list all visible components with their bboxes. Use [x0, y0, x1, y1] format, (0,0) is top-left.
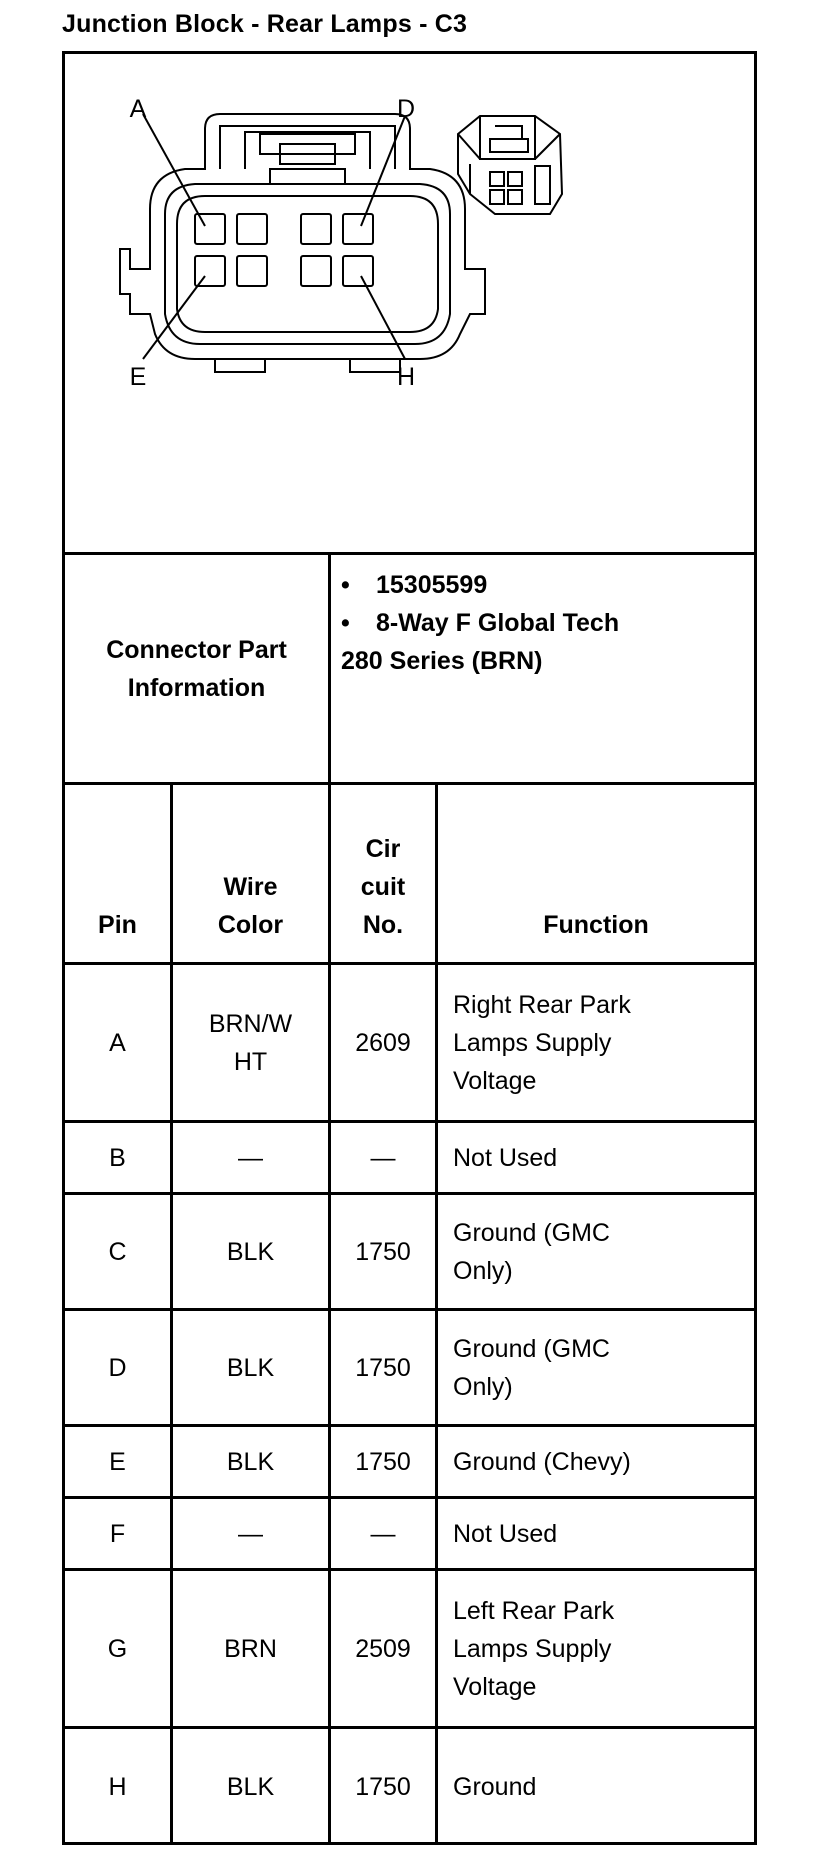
cell-circuit: 1750 [355, 1773, 411, 1801]
header-wire-color [173, 785, 328, 962]
connector-description-cont: 280 Series (BRN) [341, 647, 543, 675]
header-function-label: Function [543, 911, 649, 939]
cell-circuit: 1750 [355, 1353, 411, 1382]
connector-description: 8-Way F Global Tech [376, 609, 620, 637]
cell-pin: D [108, 1353, 127, 1382]
cell-function-line1: Right Rear Park [453, 990, 631, 1019]
pin-label-a: A [129, 95, 147, 123]
cell-function [453, 1571, 753, 1726]
cell-function: Not Used [453, 1519, 558, 1548]
header-circuit-line2: cuit [360, 873, 406, 901]
cell-function-line1: Ground (GMC [453, 1218, 610, 1247]
cell-function-line1: Left Rear Park [453, 1596, 615, 1625]
cell-function-line2: Only) [453, 1372, 513, 1401]
connector-table [62, 51, 757, 1845]
cell-wire-color: BLK [226, 1447, 275, 1476]
cell-function-line3: Voltage [453, 1672, 537, 1701]
header-circuit [331, 785, 435, 962]
cell-wire-color: — [238, 1143, 263, 1172]
cell-pin: A [109, 1028, 126, 1057]
cell-pin: E [109, 1447, 126, 1476]
header-wire-line1: Wire [223, 873, 278, 901]
cell-circuit: — [370, 1143, 396, 1172]
bullet-icon: • [341, 609, 350, 637]
bullet-icon: • [341, 571, 350, 599]
cell-circuit: — [370, 1519, 396, 1548]
cell-function [453, 965, 753, 1120]
connector-diagram [65, 54, 754, 554]
cell-circuit: 2609 [355, 1028, 411, 1057]
cell-circuit: 2509 [355, 1634, 411, 1663]
cell-wire-color: BLK [226, 1353, 275, 1382]
bullet-item [341, 566, 741, 604]
cell-wire-color-line1: BRN/W [208, 1009, 293, 1038]
bullet-item [341, 604, 741, 642]
cell-pin: H [108, 1773, 127, 1801]
cell-circuit: 1750 [355, 1237, 411, 1266]
cell-wire-color-line2: HT [233, 1047, 268, 1076]
cell-pin: C [108, 1237, 127, 1266]
cell-function [453, 1195, 753, 1308]
cell-function-line3: Voltage [453, 1066, 537, 1095]
cell-function-line2: Lamps Supply [453, 1634, 612, 1663]
cell-wire-color [173, 965, 328, 1120]
part-number: 15305599 [376, 571, 488, 599]
cell-function-line2: Lamps Supply [453, 1028, 612, 1057]
header-pin-label: Pin [98, 911, 137, 939]
connector-face-illustration [65, 54, 754, 554]
cell-pin: B [109, 1143, 126, 1172]
header-pin [65, 785, 170, 962]
pin-label-d: D [396, 95, 416, 123]
header-wire-line2: Color [217, 911, 284, 939]
cell-function: Ground [453, 1773, 537, 1801]
cell-wire-color: BRN [224, 1634, 277, 1663]
cell-wire-color: BLK [226, 1237, 275, 1266]
cell-pin: G [107, 1634, 128, 1663]
cell-wire-color: BLK [226, 1773, 275, 1801]
cell-function [453, 1311, 753, 1424]
page-title: Junction Block - Rear Lamps - C3 [62, 10, 468, 38]
cell-wire-color: — [238, 1519, 263, 1548]
pin-label-h: H [396, 363, 416, 391]
header-function [438, 785, 754, 962]
header-circuit-line1: Cir [365, 835, 401, 863]
header-circuit-line3: No. [362, 911, 404, 939]
pin-label-e: E [129, 363, 147, 391]
cell-function-line2: Only) [453, 1256, 513, 1285]
cell-function: Not Used [453, 1143, 558, 1172]
cell-function: Ground (Chevy) [453, 1447, 631, 1476]
cell-circuit: 1750 [355, 1447, 411, 1476]
cell-pin: F [109, 1519, 126, 1548]
connector-info-label-line2: Information [127, 673, 266, 702]
connector-info-label-line1: Connector Part [106, 635, 287, 664]
connector-info-label [65, 555, 328, 782]
cell-function-line1: Ground (GMC [453, 1334, 610, 1363]
connector-info-value [341, 566, 741, 776]
